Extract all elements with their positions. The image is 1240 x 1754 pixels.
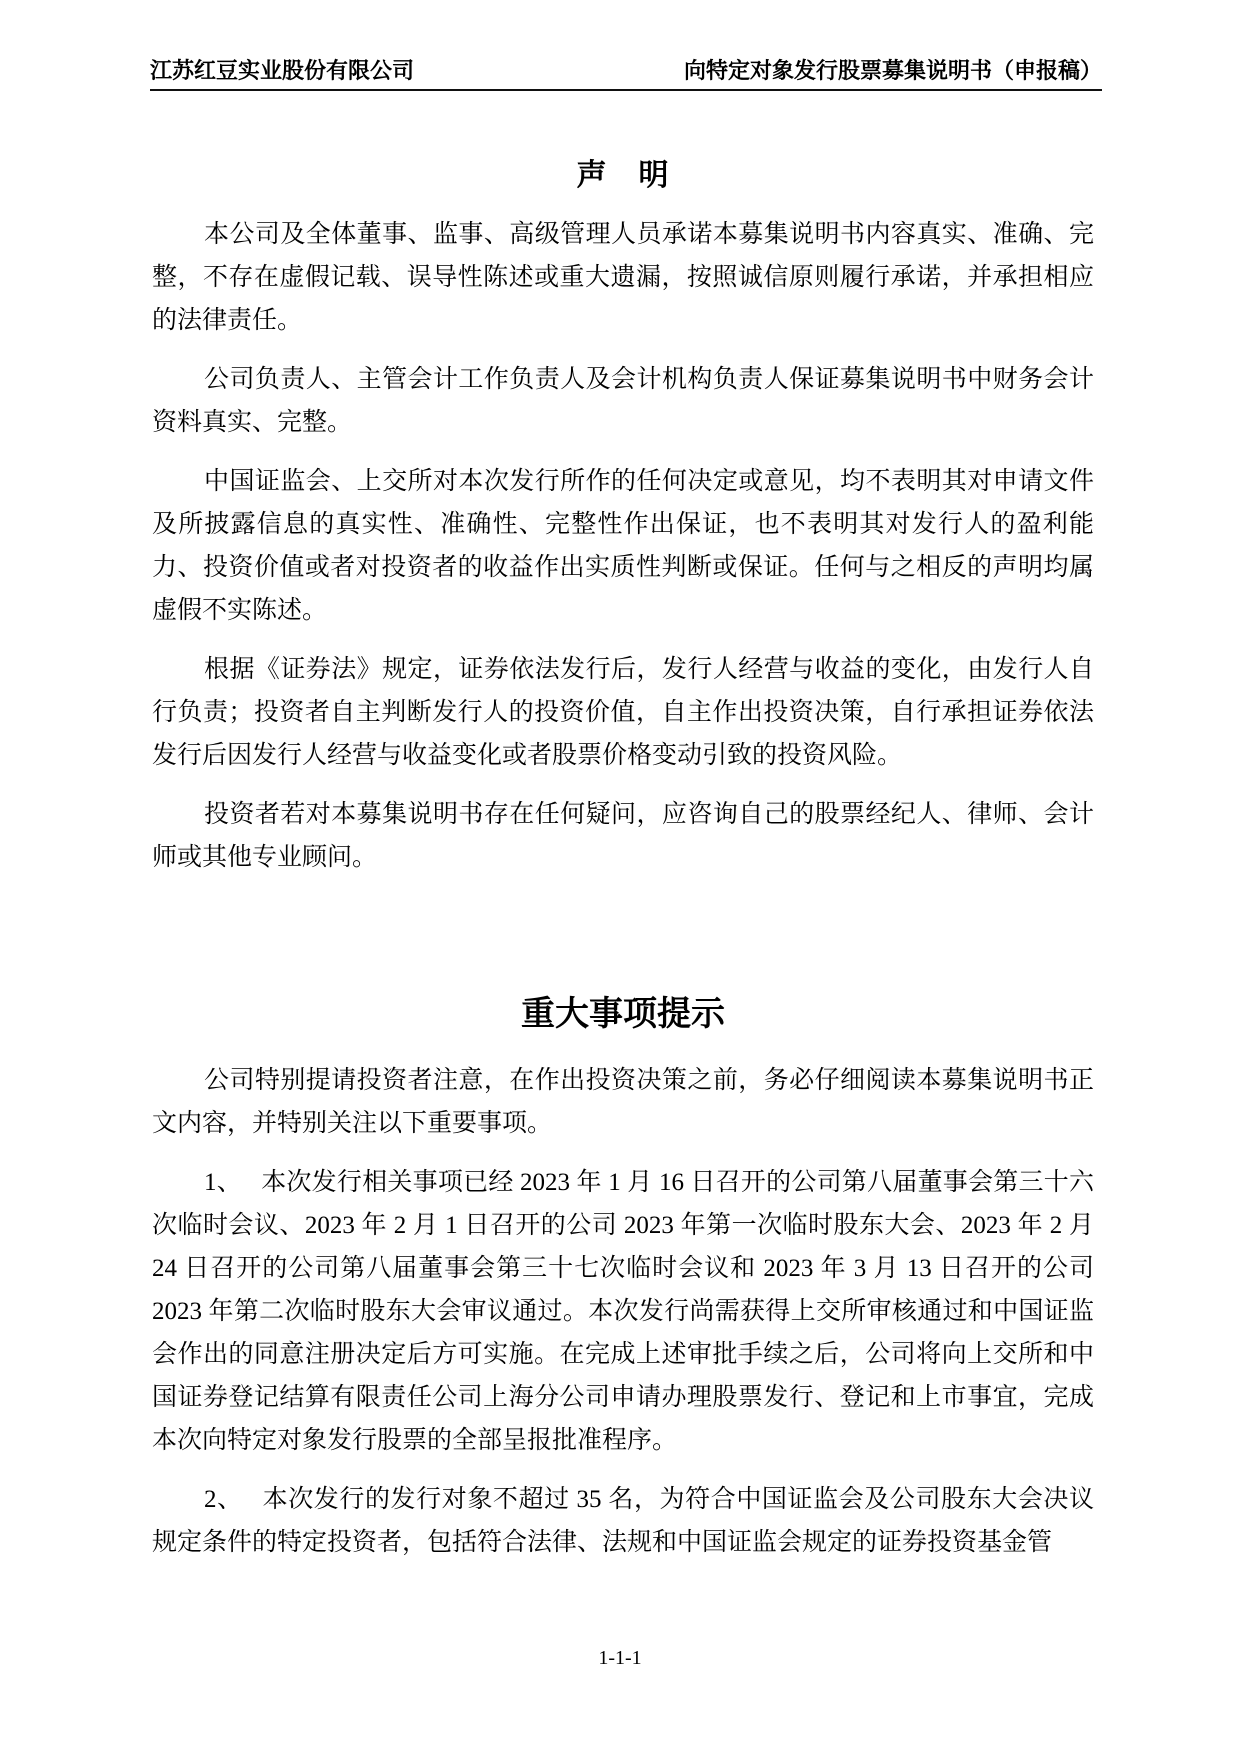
major-notice-item-2: 2、 本次发行的发行对象不超过 35 名，为符合中国证监会及公司股东大会决议规定条件的特定投资者，包括符合法律、法规和中国证监会规定的证券投资基金管 bbox=[152, 1486, 1094, 1556]
declaration-paragraph-5: 投资者若对本募集说明书存在任何疑问，应咨询自己的股票经纪人、律师、会计师或其他专业顾问。 bbox=[152, 801, 1094, 871]
declaration-paragraph-3: 中国证监会、上交所对本次发行所作的任何决定或意见，均不表明其对申请文件及所披露信息的真实性、准确性、完整性作出保证，也不表明其对发行人的盈利能力、投资价值或者对投资者的收益作出实质性判断或保证。任何与之相反的声明均属虚假不实陈述。 bbox=[152, 468, 1094, 624]
declaration-paragraph-2: 公司负责人、主管会计工作负责人及会计机构负责人保证募集说明书中财务会计资料真实、完整。 bbox=[152, 366, 1094, 436]
major-notice-intro: 公司特别提请投资者注意，在作出投资决策之前，务必仔细阅读本募集说明书正文内容，并特别关注以下重要事项。 bbox=[152, 1067, 1094, 1137]
page-number: 1-1-1 bbox=[598, 1647, 642, 1669]
page-header bbox=[150, 58, 1102, 91]
declaration-paragraph-1: 本公司及全体董事、监事、高级管理人员承诺本募集说明书内容真实、准确、完整，不存在虚假记载、误导性陈述或重大遗漏，按照诚信原则履行承诺，并承担相应的法律责任。 bbox=[152, 221, 1094, 334]
major-notice-item-1: 1、 本次发行相关事项已经 2023 年 1 月 16 日召开的公司第八届董事会第三十六次临时会议、2023 年 2 月 1 日召开的公司 2023 年第一次临时股东大会、2023 年 2 月 24 日召开的公司第八届董事会第三十七次临时会议和 2023 年 3 月 13 日召开的公司 2023 年第二次临时股东大会审议通过。本次发行尚需获得上交所审核通过和中国证监会作出的同意注册决定后方可实施。在完成上述审批手续之后，公司将向上交所和中国证券登记结算有限责任公司上海分公司申请办理股票发行、登记和上市事宜，完成本次向特定对象发行股票的全部呈报批准程序。 bbox=[152, 1169, 1094, 1454]
declaration-title: 声 明 bbox=[576, 159, 670, 192]
major-notice-title: 重大事项提示 bbox=[521, 995, 725, 1033]
declaration-paragraph-4: 根据《证券法》规定，证券依法发行后，发行人经营与收益的变化，由发行人自行负责；投资者自主判断发行人的投资价值，自主作出投资决策，自行承担证券依法发行后因发行人经营与收益变化或者股票价格变动引致的投资风险。 bbox=[152, 656, 1094, 769]
page-footer bbox=[0, 1646, 1240, 1670]
header-doc-title: 向特定对象发行股票募集说明书（申报稿） bbox=[683, 58, 1102, 83]
document-body bbox=[152, 128, 1094, 1564]
header-company-name: 江苏红豆实业股份有限公司 bbox=[150, 58, 415, 83]
